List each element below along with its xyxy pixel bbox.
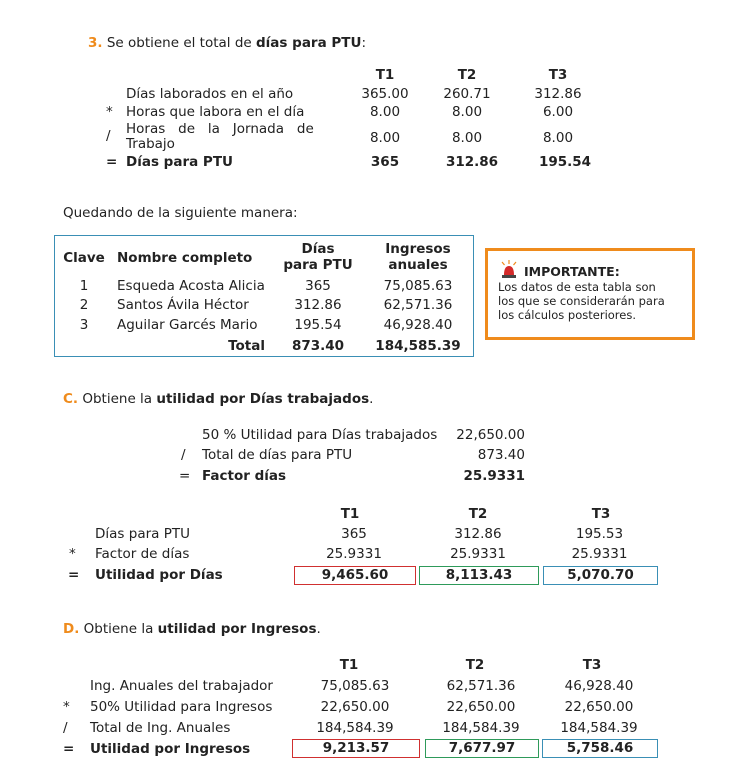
col-header-t1: T1 xyxy=(375,67,395,83)
op: = xyxy=(179,468,191,484)
total-dias: 873.40 xyxy=(291,338,345,354)
op: = xyxy=(63,741,75,757)
important-title: IMPORTANTE: xyxy=(524,264,620,279)
td-clave: 2 xyxy=(79,297,89,313)
cell: 8.00 xyxy=(542,130,574,146)
important-line: los que se considerarán para xyxy=(498,294,665,308)
total-label: Total xyxy=(228,338,265,354)
cell: 22,650.00 xyxy=(446,699,516,715)
result-cell-t3: 5,758.46 xyxy=(542,739,658,758)
th-clave: Clave xyxy=(63,250,105,266)
cell: 46,928.40 xyxy=(564,678,634,694)
op: * xyxy=(106,104,113,120)
op: / xyxy=(181,447,186,463)
heading-post: . xyxy=(316,621,321,637)
row-label: Días laborados en el año xyxy=(126,86,294,102)
td-nombre: Esqueda Acosta Alicia xyxy=(117,278,265,294)
col-header-t1: T1 xyxy=(340,506,360,522)
td-dias: 312.86 xyxy=(294,297,342,313)
quedando-text: Quedando de la siguiente manera: xyxy=(63,205,298,221)
section-d-heading xyxy=(63,621,321,637)
section-c-heading xyxy=(63,391,373,407)
op: * xyxy=(69,546,76,562)
section-letter: C. xyxy=(63,391,79,407)
op: / xyxy=(106,128,111,144)
td-ingresos: 46,928.40 xyxy=(383,317,453,333)
td-clave: 1 xyxy=(79,278,89,294)
row-label: Ing. Anuales del trabajador xyxy=(90,678,273,694)
th-nombre: Nombre completo xyxy=(117,250,253,266)
td-clave: 3 xyxy=(79,317,89,333)
cell: 8.00 xyxy=(451,130,483,146)
op: / xyxy=(63,720,68,736)
section-letter: D. xyxy=(63,621,80,637)
heading-text: Obtiene la xyxy=(83,621,158,637)
row-label: Total de Ing. Anuales xyxy=(90,720,231,736)
result-cell-t1: 9,465.60 xyxy=(294,566,416,585)
cell: 62,571.36 xyxy=(446,678,516,694)
cell: 312.86 xyxy=(445,154,499,170)
op: * xyxy=(63,699,70,715)
row-label: Factor de días xyxy=(95,546,190,562)
important-line: los cálculos posteriores. xyxy=(498,308,636,322)
cell: 25.9331 xyxy=(571,546,628,562)
heading-post: . xyxy=(369,391,374,407)
cell: 365 xyxy=(370,154,400,170)
result-cell-t2: 7,677.97 xyxy=(425,739,539,758)
cell: 184,584.39 xyxy=(442,720,520,736)
cell: 75,085.63 xyxy=(320,678,390,694)
factor-value: 25.9331 xyxy=(463,468,525,484)
cell: 195.54 xyxy=(538,154,592,170)
cell: 365.00 xyxy=(361,86,409,102)
cell: 8.00 xyxy=(369,130,401,146)
cell: 312.86 xyxy=(534,86,582,102)
row-label: Días para PTU xyxy=(126,154,233,170)
cell: 6.00 xyxy=(542,104,574,120)
cell: 184,584.39 xyxy=(560,720,638,736)
row-label: Utilidad por Ingresos xyxy=(90,741,251,757)
row-label: Horas que labora en el día xyxy=(126,104,305,120)
total-ingresos: 184,585.39 xyxy=(375,338,461,354)
important-line: Los datos de esta tabla son xyxy=(498,280,656,294)
factor-value: 873.40 xyxy=(477,447,525,463)
th-ingresos: Ingresos anuales xyxy=(385,241,451,273)
heading-bold: utilidad por Ingresos xyxy=(157,621,317,637)
alarm-icon xyxy=(500,260,518,280)
heading-bold: días para PTU xyxy=(256,35,362,51)
cell: 8.00 xyxy=(369,104,401,120)
col-header-t2: T2 xyxy=(468,506,488,522)
factor-label: Total de días para PTU xyxy=(202,447,353,463)
td-dias: 195.54 xyxy=(294,317,342,333)
row-label-cont: Trabajo xyxy=(126,136,175,152)
col-header-t3: T3 xyxy=(591,506,611,522)
heading-bold: utilidad por Días trabajados xyxy=(156,391,370,407)
col-header-t2: T2 xyxy=(465,657,485,673)
col-header-t3: T3 xyxy=(548,67,568,83)
important-box xyxy=(485,248,695,340)
result-cell-t3: 5,070.70 xyxy=(543,566,658,585)
heading-post: : xyxy=(361,35,367,51)
td-ingresos: 62,571.36 xyxy=(383,297,453,313)
row-label: Días para PTU xyxy=(95,526,190,542)
cell: 22,650.00 xyxy=(564,699,634,715)
td-nombre: Santos Ávila Héctor xyxy=(117,297,249,313)
result-cell-t1: 9,213.57 xyxy=(292,739,420,758)
cell: 184,584.39 xyxy=(316,720,394,736)
cell: 260.71 xyxy=(443,86,491,102)
td-ingresos: 75,085.63 xyxy=(383,278,453,294)
cell: 8.00 xyxy=(451,104,483,120)
cell: 22,650.00 xyxy=(320,699,390,715)
row-label: Horas de la Jornada de xyxy=(126,121,314,137)
op: = xyxy=(68,567,80,583)
heading-text: Obtiene la xyxy=(82,391,157,407)
cell: 195.53 xyxy=(575,526,624,542)
factor-label: 50 % Utilidad para Días trabajados xyxy=(202,427,438,443)
td-dias: 365 xyxy=(305,278,331,294)
row-label: 50% Utilidad para Ingresos xyxy=(90,699,273,715)
cell: 365 xyxy=(341,526,367,542)
factor-label: Factor días xyxy=(202,468,287,484)
row-label: Utilidad por Días xyxy=(95,567,223,583)
section-number: 3. xyxy=(88,35,103,51)
col-header-t1: T1 xyxy=(339,657,359,673)
cell: 25.9331 xyxy=(450,546,506,562)
result-cell-t2: 8,113.43 xyxy=(419,566,539,585)
td-nombre: Aguilar Garcés Mario xyxy=(117,317,258,333)
cell: 25.9331 xyxy=(326,546,382,562)
section-3-heading xyxy=(88,35,366,51)
col-header-t2: T2 xyxy=(457,67,477,83)
cell: 312.86 xyxy=(454,526,502,542)
th-dias: Días para PTU xyxy=(283,241,353,273)
factor-value: 22,650.00 xyxy=(456,427,525,443)
op: = xyxy=(106,154,118,170)
col-header-t3: T3 xyxy=(582,657,602,673)
heading-text: Se obtiene el total de xyxy=(106,35,257,51)
